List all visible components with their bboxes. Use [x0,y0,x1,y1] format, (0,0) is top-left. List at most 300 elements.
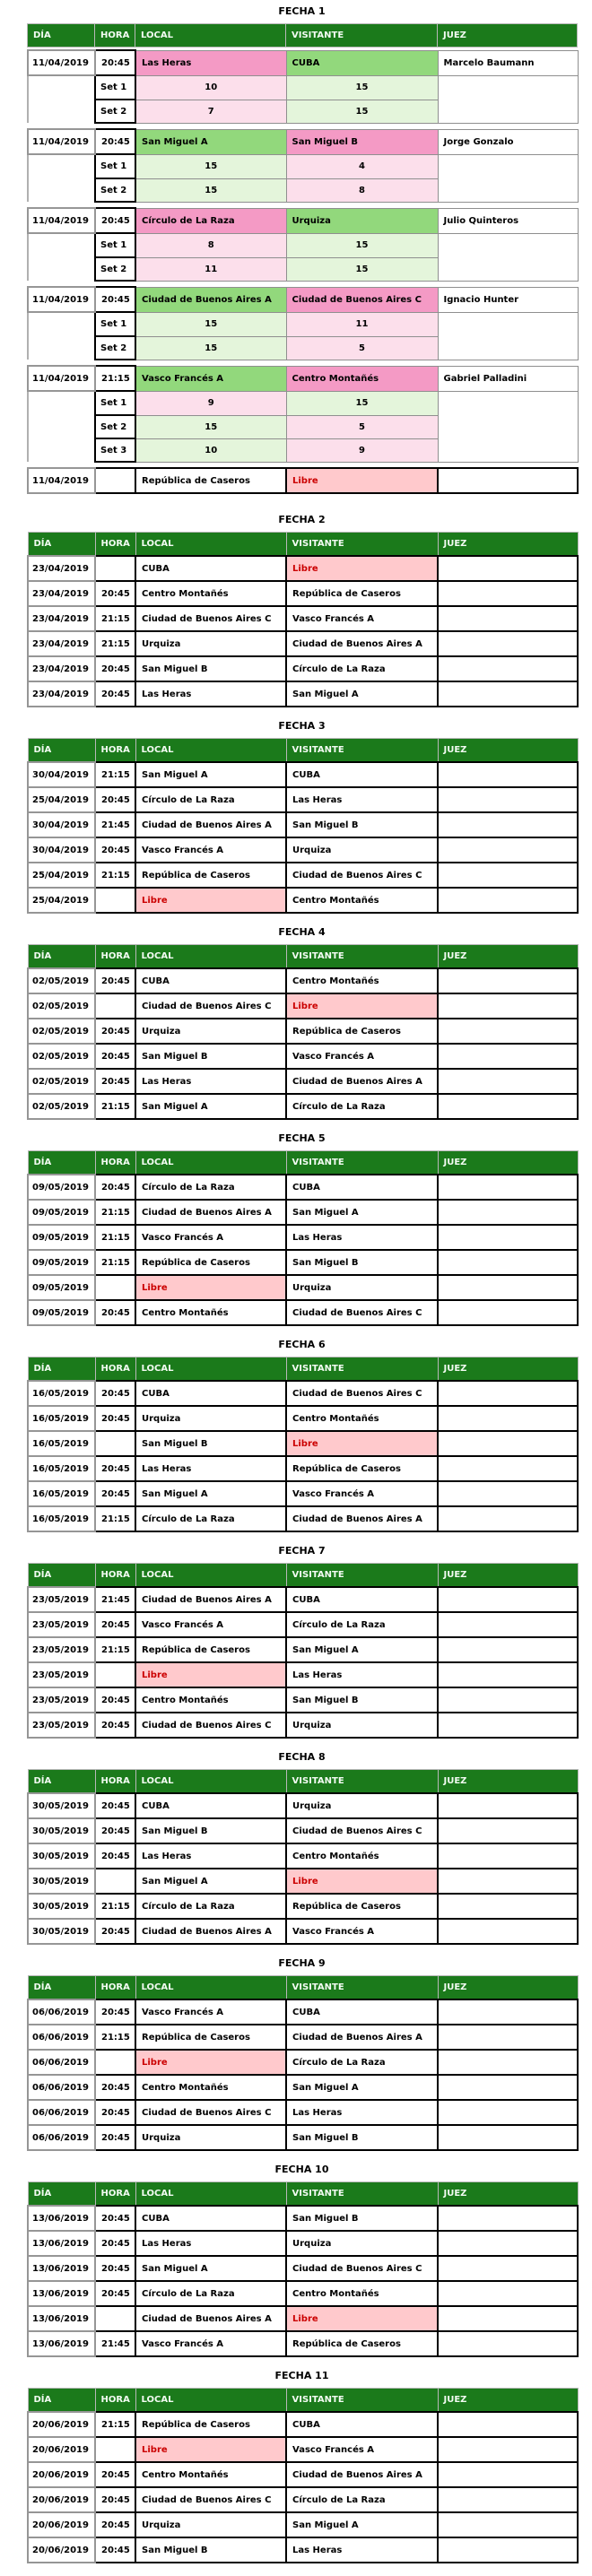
schedule-table [27,532,579,707]
visitante-team-cell: San Miguel A [286,2075,438,2100]
hora-cell: 21:15 [95,366,135,391]
hora-cell [95,468,135,493]
juez-cell [438,1687,578,1713]
match-row [28,2281,578,2306]
local-team-cell: San Miguel B [135,2537,286,2563]
hora-cell: 20:45 [95,2206,135,2231]
local-team-cell: Ciudad de Buenos Aires C [135,2487,286,2512]
juez-cell [438,2231,578,2256]
set-score-visitante-cell: 15 [286,257,438,281]
hora-cell: 20:45 [95,2537,135,2563]
visitante-team-cell: Centro Montañés [286,1843,438,1869]
fecha-title: FECHA 3 [278,720,326,732]
match-row [28,366,578,391]
schedule-table [27,1975,579,2151]
visitante-team-cell: Libre [286,468,438,493]
column-header-visitante: VISITANTE [286,1151,438,1175]
hora-cell: 20:45 [95,208,135,233]
hora-cell [95,2437,135,2462]
set-score-visitante-cell: 15 [286,100,438,123]
juez-cell [438,1275,578,1300]
set-score-local-cell: 10 [135,75,286,100]
fecha-title: FECHA 11 [274,2370,329,2381]
local-team-cell: Círculo de La Raza [135,2281,286,2306]
juez-cell [438,1069,578,1094]
hora-cell: 21:15 [95,2025,135,2050]
dia-cell: 30/05/2019 [28,1894,95,1919]
header-row [28,1976,578,2000]
column-header-dia: DÍA [28,1770,95,1794]
set-score-local-cell: 8 [135,233,286,257]
local-team-cell: Círculo de La Raza [135,1175,286,1200]
visitante-team-cell: Ciudad de Buenos Aires A [286,1069,438,1094]
match-row [28,1612,578,1637]
local-team-cell: San Miguel B [135,1818,286,1843]
column-header-juez: JUEZ [438,1976,578,2000]
dia-cell: 13/06/2019 [28,2281,95,2306]
local-team-cell: Urquiza [135,2125,286,2150]
match-row [28,1044,578,1069]
juez-cell [438,2281,578,2306]
local-team-cell: Las Heras [135,681,286,707]
match-row [28,888,578,913]
column-header-juez: JUEZ [438,1151,578,1175]
match-row [28,1200,578,1225]
local-team-cell: Vasco Francés A [135,366,286,391]
hora-cell: 20:45 [95,1612,135,1637]
column-header-dia: DÍA [28,533,95,557]
visitante-team-cell: Urquiza [286,2231,438,2256]
hora-cell: 20:45 [95,2487,135,2512]
juez-empty-cell [438,75,578,123]
set-score-local-cell: 9 [135,391,286,415]
column-header-hora: HORA [95,2182,135,2207]
visitante-team-cell: Vasco Francés A [286,606,438,631]
dia-cell: 30/04/2019 [28,762,95,787]
visitante-team-cell: Urquiza [286,837,438,863]
dia-cell: 02/05/2019 [28,1069,95,1094]
column-header-local: LOCAL [135,1151,286,1175]
dia-cell: 20/06/2019 [28,2512,95,2537]
match-row [28,837,578,863]
local-team-cell: Ciudad de Buenos Aires A [135,287,286,312]
match-row [28,2100,578,2125]
dia-cell: 09/05/2019 [28,1175,95,1200]
dia-spacer-cell [28,336,95,360]
local-team-cell: San Miguel A [135,762,286,787]
match-row [28,581,578,606]
fecha-section [27,1339,577,1532]
hora-cell: 20:45 [95,1999,135,2025]
dia-cell: 13/06/2019 [28,2206,95,2231]
column-header-local: LOCAL [135,1976,286,2000]
juez-cell [438,2462,578,2487]
dia-cell: 13/06/2019 [28,2331,95,2356]
match-row [28,2075,578,2100]
local-team-cell: Ciudad de Buenos Aires A [135,1919,286,1944]
set-score-local-cell: 11 [135,257,286,281]
hora-cell: 20:45 [95,1300,135,1325]
hora-cell: 20:45 [95,1175,135,1200]
match-row [28,1300,578,1325]
match-row [28,1793,578,1818]
visitante-team-cell: CUBA [286,762,438,787]
match-row [28,681,578,707]
dia-cell: 11/04/2019 [28,208,95,233]
visitante-team-cell: Círculo de La Raza [286,2487,438,2512]
dia-cell: 16/05/2019 [28,1481,95,1506]
dia-cell: 09/05/2019 [28,1300,95,1325]
column-header-dia: DÍA [28,945,95,969]
local-team-cell: Círculo de La Raza [135,1506,286,1531]
visitante-team-cell: CUBA [286,2412,438,2437]
dia-cell: 23/05/2019 [28,1587,95,1612]
column-header-juez: JUEZ [438,1357,578,1382]
column-header-local: LOCAL [135,1564,286,1588]
visitante-team-cell: Círculo de La Raza [286,656,438,681]
match-row [28,2462,578,2487]
visitante-team-cell: San Miguel B [286,812,438,837]
juez-cell [438,1431,578,1456]
dia-cell: 23/04/2019 [28,556,95,581]
match-row [28,606,578,631]
fecha-section [27,720,577,914]
header-row [28,739,578,763]
juez-cell [438,1637,578,1662]
libre-row [28,468,578,493]
dia-spacer-cell [28,100,95,123]
fecha-section [27,926,577,1120]
visitante-team-cell: Ciudad de Buenos Aires A [286,2462,438,2487]
column-header-local: LOCAL [135,945,286,969]
set-score-local-cell: 15 [135,154,286,178]
fecha-title: FECHA 9 [278,1957,326,1969]
hora-cell [95,1431,135,1456]
hora-cell [95,1275,135,1300]
juez-cell [438,1713,578,1738]
local-team-cell: Las Heras [135,1456,286,1481]
match-row [28,2512,578,2537]
juez-cell [438,1456,578,1481]
dia-spacer-cell [28,233,95,257]
column-header-hora: HORA [95,533,135,557]
juez-cell [438,1506,578,1531]
local-team-cell: Ciudad de Buenos Aires C [135,1713,286,1738]
column-header-hora: HORA [95,1770,135,1794]
hora-cell: 20:45 [95,1044,135,1069]
fecha-section [27,1751,577,1945]
visitante-team-cell: Libre [286,1431,438,1456]
fecha-title: FECHA 6 [278,1339,326,1350]
local-team-cell: Vasco Francés A [135,837,286,863]
column-header-hora: HORA [95,1976,135,2000]
hora-cell [95,993,135,1019]
dia-cell: 06/06/2019 [28,2025,95,2050]
local-team-cell: Las Heras [135,1843,286,1869]
dia-cell: 02/05/2019 [28,968,95,993]
match-row [28,1919,578,1944]
dia-cell: 13/06/2019 [28,2306,95,2331]
column-header-visitante: VISITANTE [286,739,438,763]
hora-cell: 21:15 [95,762,135,787]
hora-cell: 21:15 [95,606,135,631]
hora-cell: 20:45 [95,2231,135,2256]
dia-cell: 30/05/2019 [28,1843,95,1869]
hora-cell: 20:45 [95,681,135,707]
hora-cell: 20:45 [95,50,135,75]
dia-spacer-cell [28,438,95,462]
dia-cell: 23/04/2019 [28,581,95,606]
hora-cell: 20:45 [95,1019,135,1044]
local-team-cell: San Miguel A [135,1094,286,1119]
local-team-cell: Vasco Francés A [135,1999,286,2025]
juez-cell [438,1481,578,1506]
dia-cell: 23/04/2019 [28,656,95,681]
hora-cell: 21:15 [95,1250,135,1275]
dia-cell: 20/06/2019 [28,2537,95,2563]
local-team-cell: Ciudad de Buenos Aires A [135,1587,286,1612]
juez-cell [438,581,578,606]
schedule-table [27,2388,579,2563]
header-row [28,1564,578,1588]
column-header-dia: DÍA [28,1357,95,1382]
match-row [28,1687,578,1713]
fecha-section [27,2370,577,2563]
visitante-team-cell: Centro Montañés [286,2281,438,2306]
column-header-local: LOCAL [135,739,286,763]
visitante-team-cell: Libre [286,556,438,581]
juez-cell [438,888,578,913]
local-team-cell: CUBA [135,2206,286,2231]
local-team-cell: República de Caseros [135,1250,286,1275]
dia-spacer-cell [28,415,95,438]
visitante-team-cell: Centro Montañés [286,1406,438,1431]
local-team-cell: Ciudad de Buenos Aires C [135,2100,286,2125]
visitante-team-cell: Las Heras [286,1662,438,1687]
visitante-team-cell: CUBA [286,1175,438,1200]
match-row [28,2050,578,2075]
match-row [28,2487,578,2512]
match-row [28,1406,578,1431]
local-team-cell: Ciudad de Buenos Aires C [135,606,286,631]
juez-cell [438,1793,578,1818]
column-header-dia: DÍA [28,1976,95,2000]
column-header-hora: HORA [95,24,135,48]
dia-cell: 06/06/2019 [28,2075,95,2100]
dia-cell: 02/05/2019 [28,993,95,1019]
juez-cell [438,1094,578,1119]
visitante-team-cell: San Miguel A [286,1637,438,1662]
dia-cell: 20/06/2019 [28,2462,95,2487]
local-team-cell: Vasco Francés A [135,1225,286,1250]
dia-cell: 09/05/2019 [28,1275,95,1300]
column-header-juez: JUEZ [438,2182,578,2207]
local-team-cell: Libre [135,1275,286,1300]
fecha-title: FECHA 5 [278,1132,326,1144]
dia-cell: 11/04/2019 [28,50,95,75]
column-header-visitante: VISITANTE [286,2182,438,2207]
local-team-cell: Ciudad de Buenos Aires A [135,812,286,837]
dia-cell: 30/05/2019 [28,1919,95,1944]
match-row [28,208,578,233]
hora-cell: 21:15 [95,1506,135,1531]
header-row [28,24,578,48]
fecha-section [27,5,577,494]
column-header-local: LOCAL [135,2389,286,2413]
visitante-team-cell: Vasco Francés A [286,1481,438,1506]
juez-cell: Marcelo Baumann [438,50,578,75]
set-score-visitante-cell: 5 [286,415,438,438]
juez-cell [438,631,578,656]
set-score-visitante-cell: 11 [286,312,438,336]
set-score-local-cell: 15 [135,415,286,438]
dia-cell: 13/06/2019 [28,2231,95,2256]
match-block [27,365,579,463]
visitante-team-cell: Vasco Francés A [286,1919,438,1944]
match-row [28,1818,578,1843]
match-row [28,863,578,888]
hora-cell: 21:15 [95,1894,135,1919]
dia-cell: 23/05/2019 [28,1662,95,1687]
hora-cell: 21:45 [95,1587,135,1612]
juez-cell [438,656,578,681]
local-team-cell: San Miguel B [135,1431,286,1456]
column-header-local: LOCAL [135,24,286,48]
hora-cell: 20:45 [95,1818,135,1843]
hora-cell: 20:45 [95,2100,135,2125]
hora-cell: 20:45 [95,787,135,812]
juez-cell [438,2050,578,2075]
dia-cell: 13/06/2019 [28,2256,95,2281]
match-row [28,556,578,581]
set-label-cell: Set 3 [95,438,135,462]
column-header-local: LOCAL [135,1770,286,1794]
hora-cell: 21:45 [95,2331,135,2356]
visitante-team-cell: República de Caseros [286,1894,438,1919]
juez-cell [438,1225,578,1250]
juez-cell [438,2100,578,2125]
visitante-team-cell: Ciudad de Buenos Aires C [286,2256,438,2281]
visitante-team-cell: Ciudad de Buenos Aires A [286,1506,438,1531]
dia-cell: 23/04/2019 [28,631,95,656]
dia-spacer-cell [28,312,95,336]
hora-cell [95,556,135,581]
match-row [28,2412,578,2437]
juez-cell [438,1662,578,1687]
match-row [28,1843,578,1869]
local-team-cell: República de Caseros [135,863,286,888]
local-team-cell: Urquiza [135,1019,286,1044]
match-row [28,1999,578,2025]
juez-cell [438,762,578,787]
local-team-cell: República de Caseros [135,1637,286,1662]
match-block [27,49,579,124]
visitante-team-cell: Ciudad de Buenos Aires A [286,631,438,656]
local-team-cell: Urquiza [135,1406,286,1431]
column-header-dia: DÍA [28,1151,95,1175]
hora-cell: 21:15 [95,1094,135,1119]
visitante-team-cell: Las Heras [286,787,438,812]
dia-cell: 16/05/2019 [28,1381,95,1406]
match-row [28,2025,578,2050]
match-block [27,286,579,360]
dia-spacer-cell [28,391,95,415]
dia-cell: 09/05/2019 [28,1250,95,1275]
hora-cell: 21:15 [95,1200,135,1225]
hora-cell: 20:45 [95,2512,135,2537]
match-row [28,2256,578,2281]
visitante-team-cell: San Miguel B [286,2125,438,2150]
dia-cell: 16/05/2019 [28,1506,95,1531]
fecha-title: FECHA 8 [278,1751,326,1763]
hora-cell: 21:15 [95,1225,135,1250]
hora-cell [95,1869,135,1894]
schedule-table [27,1357,579,1532]
column-header-hora: HORA [95,2389,135,2413]
header-row [28,2182,578,2207]
column-header-dia: DÍA [28,1564,95,1588]
match-row [28,656,578,681]
hora-cell: 20:45 [95,2125,135,2150]
juez-cell [438,1843,578,1869]
column-header-juez: JUEZ [438,1564,578,1588]
hora-cell [95,888,135,913]
match-row [28,968,578,993]
match-row [28,1175,578,1200]
juez-cell: Gabriel Palladini [438,366,578,391]
hora-cell: 20:45 [95,1793,135,1818]
column-header-juez: JUEZ [438,24,578,48]
local-team-cell: República de Caseros [135,2025,286,2050]
set-label-cell: Set 1 [95,312,135,336]
local-team-cell: Las Heras [135,2231,286,2256]
set-score-visitante-cell: 8 [286,178,438,202]
local-team-cell: San Miguel B [135,656,286,681]
set-score-visitante-cell: 4 [286,154,438,178]
juez-cell [438,1919,578,1944]
local-team-cell: Vasco Francés A [135,1612,286,1637]
match-row [28,1481,578,1506]
dia-cell: 30/04/2019 [28,812,95,837]
set-score-visitante-cell: 9 [286,438,438,462]
juez-cell [438,993,578,1019]
match-row [28,631,578,656]
visitante-team-cell: Libre [286,993,438,1019]
fecha-section [27,1132,577,1326]
match-block [27,128,579,203]
fecha-title: FECHA 1 [278,5,326,17]
header-row [28,1151,578,1175]
header-row [28,1770,578,1794]
hora-cell: 20:45 [95,1456,135,1481]
hora-cell: 21:45 [95,812,135,837]
set-label-cell: Set 1 [95,75,135,100]
hora-cell [95,1662,135,1687]
juez-cell [438,1175,578,1200]
header-row [28,945,578,969]
juez-cell [438,787,578,812]
column-header-hora: HORA [95,739,135,763]
dia-cell: 20/06/2019 [28,2437,95,2462]
hora-cell: 20:45 [95,1069,135,1094]
local-team-cell: San Miguel A [135,2256,286,2281]
juez-cell [438,2206,578,2231]
match-row [28,1713,578,1738]
visitante-team-cell: San Miguel A [286,681,438,707]
dia-cell: 23/05/2019 [28,1612,95,1637]
juez-cell [438,1019,578,1044]
hora-cell [95,2306,135,2331]
